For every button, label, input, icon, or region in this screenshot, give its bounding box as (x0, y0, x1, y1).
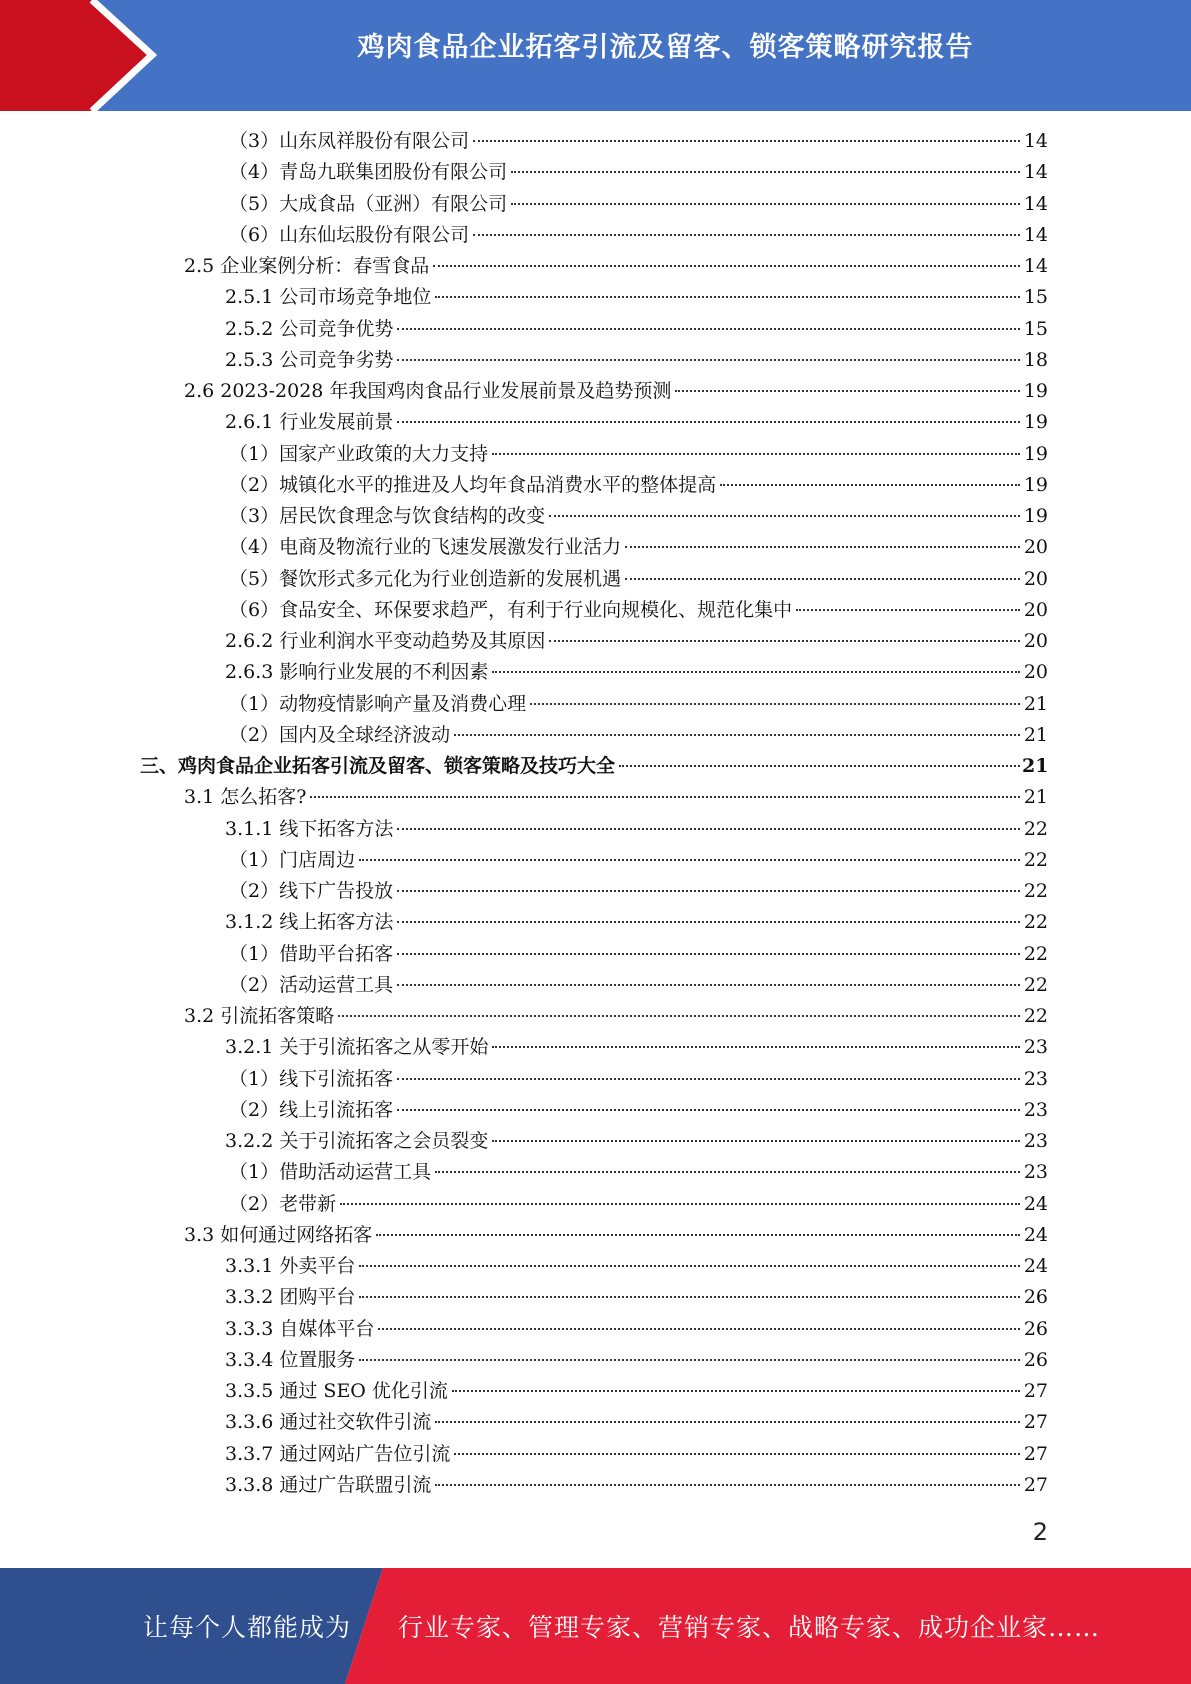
toc-entry-title: 3.1 怎么拓客? (184, 786, 307, 809)
toc-entry-page: 22 (1023, 942, 1048, 965)
toc-entry[interactable] (0, 1095, 1191, 1126)
toc-entry-page: 19 (1023, 473, 1048, 496)
toc-entry-page: 20 (1023, 630, 1048, 652)
toc-entry[interactable] (0, 657, 1191, 688)
toc-entry-page: 15 (1023, 286, 1048, 309)
toc-entry[interactable] (0, 345, 1191, 376)
toc-entry-page: 19 (1023, 380, 1048, 402)
toc-entry[interactable] (0, 751, 1191, 782)
toc-entry-title: 3.3.1 外卖平台 (225, 1255, 356, 1277)
toc-entry-title: 3.3.7 通过网站广告位引流 (225, 1442, 451, 1465)
toc-entry[interactable] (0, 501, 1191, 532)
toc-dot-leader (435, 296, 1020, 298)
toc-entry-title: 3.1.1 线下拓客方法 (225, 817, 394, 840)
toc-entry-title: （4）青岛九联集团股份有限公司 (229, 161, 508, 184)
toc-dot-leader (435, 1484, 1020, 1486)
toc-entry-page: 23 (1023, 1161, 1048, 1184)
toc-entry-title: 2.5 企业案例分析：春雪食品 (184, 255, 430, 277)
toc-dot-leader (796, 609, 1020, 611)
toc-dot-leader (435, 1421, 1020, 1423)
toc-entry-title: 3.2.2 关于引流拓客之会员裂变 (225, 1130, 489, 1152)
toc-entry-page: 27 (1023, 1380, 1048, 1402)
toc-entry-title: 3.1.2 线上拓客方法 (225, 911, 394, 934)
toc-dot-leader (359, 1296, 1020, 1298)
toc-dot-leader (378, 1328, 1020, 1330)
toc-dot-leader (530, 703, 1020, 705)
toc-entry-title: 3.3.2 团购平台 (225, 1286, 356, 1309)
toc-entry[interactable] (0, 251, 1191, 282)
toc-entry-title: （2）老带新 (229, 1192, 337, 1215)
toc-entry[interactable] (0, 1251, 1191, 1282)
toc-dot-leader (435, 1171, 1020, 1173)
toc-entry[interactable] (0, 1470, 1191, 1501)
toc-entry-page: 15 (1023, 317, 1048, 340)
toc-entry[interactable] (0, 314, 1191, 345)
toc-entry-page: 20 (1023, 567, 1048, 590)
toc-entry-page: 21 (1022, 755, 1049, 777)
toc-entry-page: 20 (1023, 661, 1048, 684)
toc-entry[interactable] (0, 282, 1191, 313)
toc-entry-page: 14 (1023, 192, 1048, 215)
toc-dot-leader (397, 1109, 1020, 1111)
toc-entry-title: （2）国内及全球经济波动 (229, 723, 451, 746)
toc-entry-page: 22 (1023, 817, 1048, 840)
toc-entry-page: 24 (1023, 1255, 1048, 1277)
toc-entry-page: 19 (1023, 411, 1048, 434)
toc-entry-title: 3.2 引流拓客策略 (184, 1005, 335, 1027)
toc-entry[interactable] (0, 439, 1191, 470)
toc-entry[interactable] (0, 1032, 1191, 1063)
toc-entry-page: 22 (1023, 911, 1048, 934)
toc-dot-leader (492, 453, 1020, 455)
toc-entry[interactable] (0, 1001, 1191, 1032)
toc-entry-title: 2.6.2 行业利润水平变动趋势及其原因 (225, 630, 546, 652)
toc-entry[interactable] (0, 814, 1191, 845)
toc-dot-leader (454, 734, 1020, 736)
toc-entry-title: （1）动物疫情影响产量及消费心理 (229, 692, 527, 715)
toc-entry-page: 21 (1023, 786, 1048, 809)
page-header (0, 0, 1191, 111)
toc-entry-title: 2.5.2 公司竞争优势 (225, 317, 394, 340)
toc-entry-page: 24 (1023, 1192, 1048, 1215)
toc-entry[interactable] (0, 626, 1191, 657)
toc-dot-leader (310, 796, 1020, 798)
toc-entry[interactable] (0, 532, 1191, 563)
toc-entry[interactable] (0, 1220, 1191, 1251)
toc-entry-page: 22 (1023, 1005, 1048, 1027)
toc-dot-leader (625, 578, 1020, 580)
toc-entry-title: 3.3 如何通过网络拓客 (184, 1223, 373, 1246)
toc-entry[interactable] (0, 189, 1191, 220)
toc-dot-leader (397, 921, 1020, 923)
toc-dot-leader (549, 515, 1020, 517)
toc-dot-leader (675, 390, 1020, 392)
toc-dot-leader (433, 265, 1020, 267)
toc-entry-title: （1）线下引流拓客 (229, 1067, 394, 1090)
toc-entry-title: （2）城镇化水平的推进及人均年食品消费水平的整体提高 (229, 473, 717, 496)
toc-entry[interactable] (0, 907, 1191, 938)
toc-entry-title: 3.3.4 位置服务 (225, 1348, 356, 1371)
toc-dot-leader (492, 1046, 1020, 1048)
toc-entry[interactable] (0, 220, 1191, 251)
page-number: 2 (1032, 1518, 1048, 1546)
toc-entry-page: 19 (1023, 442, 1048, 465)
toc-entry[interactable] (0, 470, 1191, 501)
toc-entry[interactable] (0, 1282, 1191, 1313)
toc-entry-title: （1）借助活动运营工具 (229, 1161, 432, 1184)
toc-entry-page: 26 (1023, 1348, 1048, 1371)
toc-entry[interactable] (0, 939, 1191, 970)
table-of-contents (0, 126, 1191, 1501)
toc-entry-page: 26 (1023, 1286, 1048, 1309)
toc-entry-page: 22 (1023, 848, 1048, 871)
toc-entry-page: 23 (1023, 1036, 1048, 1059)
toc-entry-title: 2.6.1 行业发展前景 (225, 411, 394, 434)
toc-dot-leader (452, 1390, 1020, 1392)
toc-entry[interactable] (0, 1407, 1191, 1438)
toc-entry[interactable] (0, 720, 1191, 751)
toc-dot-leader (397, 421, 1020, 423)
toc-entry-page: 14 (1023, 255, 1048, 277)
toc-entry[interactable] (0, 1189, 1191, 1220)
toc-dot-leader (397, 828, 1020, 830)
toc-dot-leader (359, 1359, 1020, 1361)
toc-entry[interactable] (0, 1314, 1191, 1345)
toc-dot-leader (376, 1234, 1020, 1236)
toc-entry[interactable] (0, 782, 1191, 813)
toc-entry-page: 21 (1023, 692, 1048, 715)
toc-entry-title: （6）山东仙坛股份有限公司 (229, 223, 470, 246)
toc-entry-page: 27 (1023, 1442, 1048, 1465)
toc-entry-title: （3）山东凤祥股份有限公司 (229, 130, 470, 152)
toc-entry-page: 22 (1023, 880, 1048, 902)
toc-dot-leader (359, 1265, 1020, 1267)
toc-entry[interactable] (0, 595, 1191, 626)
toc-entry-title: （1）借助平台拓客 (229, 942, 394, 965)
toc-entry-title: （1）国家产业政策的大力支持 (229, 442, 489, 465)
toc-entry-page: 18 (1023, 348, 1048, 371)
toc-entry-page: 20 (1023, 536, 1048, 559)
toc-entry-page: 24 (1023, 1223, 1048, 1246)
toc-entry-page: 14 (1023, 161, 1048, 184)
toc-entry[interactable] (0, 157, 1191, 188)
toc-entry-title: 2.5.3 公司竞争劣势 (225, 348, 394, 371)
toc-dot-leader (397, 328, 1020, 330)
toc-entry[interactable] (0, 126, 1191, 157)
toc-entry[interactable] (0, 376, 1191, 407)
toc-dot-leader (511, 171, 1020, 173)
toc-entry[interactable] (0, 845, 1191, 876)
toc-entry[interactable] (0, 1126, 1191, 1157)
toc-entry-title: 2.6 2023-2028 年我国鸡肉食品行业发展前景及趋势预测 (184, 380, 672, 402)
toc-entry-title: 三、鸡肉食品企业拓客引流及留客、锁客策略及技巧大全 (140, 755, 616, 777)
toc-entry[interactable] (0, 689, 1191, 720)
header-title: 鸡肉食品企业拓客引流及留客、锁客策略研究报告 (357, 32, 974, 63)
toc-dot-leader (625, 546, 1020, 548)
toc-entry-page: 20 (1023, 598, 1048, 621)
toc-entry-title: （2）线上引流拓客 (229, 1098, 394, 1121)
toc-entry-page: 23 (1023, 1130, 1048, 1152)
toc-entry-title: （2）活动运营工具 (229, 973, 394, 996)
toc-dot-leader (397, 359, 1020, 361)
toc-dot-leader (338, 1015, 1020, 1017)
toc-entry-title: 3.3.6 通过社交软件引流 (225, 1411, 432, 1434)
toc-dot-leader (473, 234, 1020, 236)
toc-dot-leader (397, 984, 1020, 986)
toc-dot-leader (397, 953, 1020, 955)
toc-entry[interactable] (0, 1064, 1191, 1095)
toc-dot-leader (359, 859, 1020, 861)
toc-entry-page: 26 (1023, 1317, 1048, 1340)
toc-entry[interactable] (0, 1376, 1191, 1407)
footer-slogan-right: 行业专家、管理专家、营销专家、战略专家、成功企业家…… (398, 1613, 1101, 1642)
footer-slogan-left: 让每个人都能成为 (143, 1613, 352, 1642)
toc-entry-title: （2）线下广告投放 (229, 880, 394, 902)
toc-entry-title: 3.3.8 通过广告联盟引流 (225, 1473, 432, 1496)
toc-entry-page: 27 (1023, 1411, 1048, 1434)
toc-entry-title: 3.3.3 自媒体平台 (225, 1317, 375, 1340)
toc-dot-leader (473, 140, 1020, 142)
toc-entry-title: 2.6.3 影响行业发展的不利因素 (225, 661, 489, 684)
toc-entry-page: 22 (1023, 973, 1048, 996)
toc-entry[interactable] (0, 407, 1191, 438)
toc-dot-leader (492, 1140, 1020, 1142)
toc-entry-title: （5）餐饮形式多元化为行业创造新的发展机遇 (229, 567, 622, 590)
toc-entry[interactable] (0, 1345, 1191, 1376)
toc-entry-title: （4）电商及物流行业的飞速发展激发行业活力 (229, 536, 622, 559)
toc-entry-page: 23 (1023, 1067, 1048, 1090)
page-footer (0, 1568, 1191, 1684)
toc-dot-leader (397, 890, 1020, 892)
toc-entry-page: 21 (1023, 723, 1048, 746)
toc-entry-title: 3.3.5 通过 SEO 优化引流 (225, 1380, 448, 1402)
toc-dot-leader (549, 640, 1020, 642)
toc-entry-title: 2.5.1 公司市场竞争地位 (225, 286, 432, 309)
toc-entry-page: 14 (1023, 130, 1048, 152)
header-red-arrow (0, 0, 150, 111)
toc-entry[interactable] (0, 876, 1191, 907)
toc-entry[interactable] (0, 564, 1191, 595)
toc-entry[interactable] (0, 1439, 1191, 1470)
toc-entry-title: （6）食品安全、环保要求趋严，有利于行业向规模化、规范化集中 (229, 598, 793, 621)
toc-entry-page: 23 (1023, 1098, 1048, 1121)
toc-entry-title: （1）门店周边 (229, 848, 356, 871)
toc-entry-title: （3）居民饮食理念与饮食结构的改变 (229, 505, 546, 527)
toc-entry-page: 27 (1023, 1473, 1048, 1496)
toc-dot-leader (720, 484, 1020, 486)
toc-dot-leader (511, 203, 1020, 205)
toc-dot-leader (619, 765, 1020, 767)
toc-entry-title: 3.2.1 关于引流拓客之从零开始 (225, 1036, 489, 1059)
toc-entry-page: 19 (1023, 505, 1048, 527)
toc-dot-leader (397, 1078, 1020, 1080)
toc-dot-leader (454, 1453, 1020, 1455)
toc-entry-title: （5）大成食品（亚洲）有限公司 (229, 192, 508, 215)
toc-dot-leader (340, 1203, 1020, 1205)
toc-entry[interactable] (0, 1157, 1191, 1188)
toc-dot-leader (492, 671, 1020, 673)
toc-entry-page: 14 (1023, 223, 1048, 246)
toc-entry[interactable] (0, 970, 1191, 1001)
